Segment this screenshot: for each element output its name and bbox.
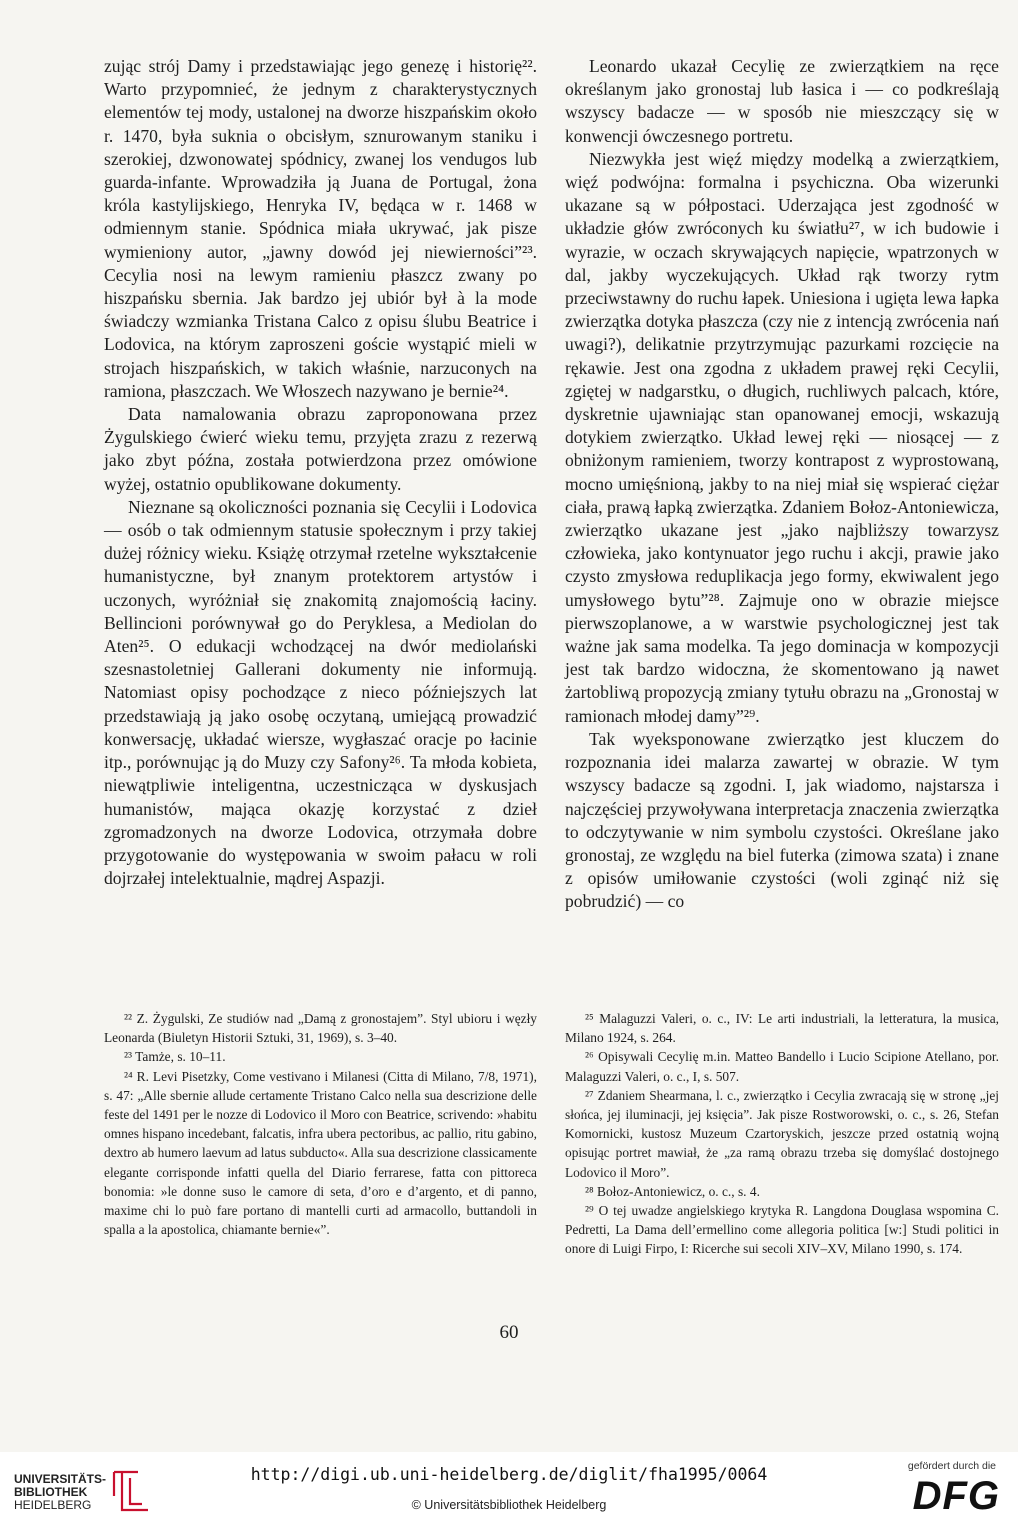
footnote: ²⁴ R. Levi Pisetzky, Come vestivano i Milanesi (Citta di Milano, 7/8, 1971), s. 47: „Alle sbernie allude certamente Tristano Calco nella sua descrizione delle feste del 1491 per le nozze di Lodovico il Moro con Beatrice, scrivendo: »habitu omnes hispano incedebant, falcatis, infra ubera pectoribus, ac pallio, ritu gabino, dextro ab humero laevum ad latus subducto«. Alla sua descrizione classicamente elegante corrisponde infatti quella del Diario ferrarese, fatta con pittoreca bonomia: »le donne suso le camore di seta, d’oro e d’argento, et di panno, maxime chi lo può fare portano di mantelli curti ad armacollo, buttandoli in spalla a la apostolica, chiamante bernie«”. (104, 1068, 537, 1238)
dfg-logo[interactable]: DFG (912, 1474, 1000, 1518)
right-text-column (565, 55, 999, 914)
paragraph: Leonardo ukazał Cecylię ze zwierzątkiem na ręce określanym jako gronostaj lub łasica i — co podkreślają wszyscy badacze — w sposób nie mieszczący się w konwencji ówczesnego portretu. (565, 56, 999, 146)
footnote: ²² Z. Żygulski, Ze studiów nad „Damą z gronostajem”. Styl ubioru i węzły Leonarda (Biuletyn Historii Sztuki, 31, 1969), s. 3–40. (104, 1011, 537, 1046)
viewer-footer (0, 1452, 1018, 1524)
funding-note: gefördert durch die (907, 1460, 996, 1472)
paragraph: Tak wyeksponowane zwierzątko jest kluczem do rozpoznania idei malarza zawartej w obrazie. W tym wszyscy badacze są zgodni. I, jak wiadomo, najstarsza i najczęściej przywoływana interpretacja znaczenia zwierzątka to odczytywanie w nim symbolu czystości. Określane jako gronostaj, ze względu na biel futerka (zimowa szata) i znane z opisów umiłowanie czystości (woli zginąć niż się pobrudzić) — co (565, 728, 999, 912)
paragraph: Nieznane są okoliczności poznania się Cecylii i Lodovica — osób o tak odmiennym statusie społecznym i przy takiej dużej różnicy wieku. Książę otrzymał rzetelne wykształcenie humanistyczne, był znanym protektorem artystów i uczonych, wyróżniał się znakomitą znajomością łaciny. Bellincioni porównywał go do Peryklesa, a Mediolan do Aten²⁵. O edukacji wchodzącej na dwór mediolański szesnastoletniej Gallerani dokumenty nie informują. Natomiast opisy pochodzące z nieco późniejszych lat przedstawiają ją jako osobę oczytaną, umiejącą prowadzić konwersację, układać wiersze, wygłaszać oracje po łacinie itp., porównując ją do Muzy czy Safony²⁶. Ta młoda kobieta, niewątpliwie inteligentna, uczestnicząca w dyskusjach humanistów, mająca okazję korzystać z dzieł zgromadzonych na dworze Lodovica, otrzymała dobre przygotowanie do występowania w swoim pałacu w roli dojrzałej intelektualnie, mądrej Aspazji. (104, 496, 537, 889)
left-text-column (104, 55, 537, 890)
paragraph: Data namalowania obrazu zaproponowana przez Żygulskiego ćwierć wieku temu, przyjęta zrazu z rezerwą jako zbyt późna, została potwierdzona przez omówione wyżej, ostatnio opublikowane dokumenty. (104, 404, 537, 494)
footnotes-right (565, 1009, 999, 1259)
footnote: ²⁶ Opisywali Cecylię m.in. Matteo Bandello i Lucio Scipione Atellano, por. Malaguzzi Valeri, o. c., I, s. 507. (565, 1049, 999, 1084)
footnote: ²³ Tamże, s. 10–11. (124, 1049, 226, 1065)
page-number: 60 (499, 1322, 519, 1343)
copyright-notice: © Universitätsbibliothek Heidelberg (411, 1498, 607, 1512)
paragraph: zując strój Damy i przedstawiając jego genezę i historię²². Warto przypomnieć, że jednym z charakterystycznych elementów tej mody, ustalonej na dworze hiszpańskim około r. 1470, była suknia o obcisłym, sznurowanym staniku i szerokiej, dzwonowatej spódnicy, zwanej los vendugos lub guarda-infante. Wprowadziła ją Juana de Portugal, żona króla kastylijskiego, Henryka IV, będąca w r. 1468 w odmiennym stanie. Spódnica miała ukrywać, jak pisze wymieniony autor, „jawny dowód jej niewierności”²³. Cecylia nosi na lewym ramieniu płaszcz zwany po hiszpańsku sbernia. Jak bardzo jej ubiór był à la mode świadczy wzmianka Tristana Calco z opisu ślubu Beatrice i Lodovica, na którym zaproszeni goście wystąpić mieli w strojach hiszpańskich, w takich właśnie, narzuconych na ramiona, płaszczach. We Włoszech nazywano je bernie²⁴. (104, 56, 537, 401)
library-name: UNIVERSITÄTS- BIBLIOTHEK HEIDELBERG (14, 1472, 107, 1512)
footnote: ²⁵ Malaguzzi Valeri, o. c., IV: Le arti industriali, la letteratura, la musica, Milano 1924, s. 264. (565, 1011, 999, 1046)
paragraph: Niezwykła jest więź między modelką a zwierzątkiem, więź podwójna: formalna i psychiczna. Oba wizerunki ukazane są w półpostaci. Uderzająca jest zgodność w układzie głów zwróconych ku światłu²⁷, w ich budowie i wyrazie, w oczach skrywających napięcie, wpatrzonych w dal, jakby wyczekujących. Układ rąk tworzy rytm przeciwstawny do ruchu łapek. Uniesiona i ugięta lewa łapka zwierzątka dotyka płaszcza (czy nie z intencją zwrócenia nań uwagi?), delikatnie przytrzymując pazurkami rozcięcie na rękawie. Jest ona zgodna z układem prawej ręki Cecylii, zgiętej w nadgarstku, o długich, ruchliwych palcach, które, dyskretnie ujawniając stan opanowanej emocji, wskazują dotykiem zwierzątko. Układ lewej ręki — niosącej — z obniżonym ramieniem, tworzy kontrapost z wyprostowaną, mocno umięśnioną, jakby to na niej miał się wspierać ciężar ciała, prawą łapką zwierzątka. Zdaniem Bołoz-Antoniewicza, zwierzątko ukazane jest „jako najbliższy towarzysz człowieka, jako kontynuator jego ruchu i akcji, prawie jako czysto zmysłowa reduplikacja jego formy, ekwiwalent jego umysłowego bytu”²⁸. Zajmuje ono w obrazie miejsce pierwszoplanowe, a w warstwie psychologicznej jest tak ważne jak sama modelka. Ta jego dominacja w kompozycji jest tak bardzo widoczna, że skomentowano ją nawet żartobliwą propozycją zmiany tytułu obrazu na „Gronostaj w ramionach młodej damy”²⁹. (565, 148, 999, 726)
footnote: ²⁸ Bołoz-Antoniewicz, o. c., s. 4. (585, 1183, 760, 1199)
footnotes-left (104, 1009, 537, 1239)
footnote: ²⁹ O tej uwadze angielskiego krytyka R. Langdona Douglasa wspomina C. Pedretti, La Dama dell’ermellino come allegoria politica [w:] Studi politici in onore di Luigi Firpo, I: Ricerche sui secoli XIV–XV, Milano 1990, s. 174. (565, 1203, 999, 1257)
permalink-url[interactable]: http://digi.ub.uni-heidelberg.de/diglit/fha1995/0064 (250, 1465, 768, 1484)
footnote: ²⁷ Zdaniem Shearmana, l. c., zwierzątko i Cecylia zwracają się w stronę „jej słońca, jej iluminacji, jej księcia”. Jak pisze Rostworowski, o. c., s. 26, Stefan Komornicki, kustosz Muzeum Czartoryskich, jeszcze przed ostatnią wojną opisując portret mawiał, że „za ramą obrazu trzeba się domyślać dostojnego Lodovico il Moro”. (565, 1087, 999, 1180)
